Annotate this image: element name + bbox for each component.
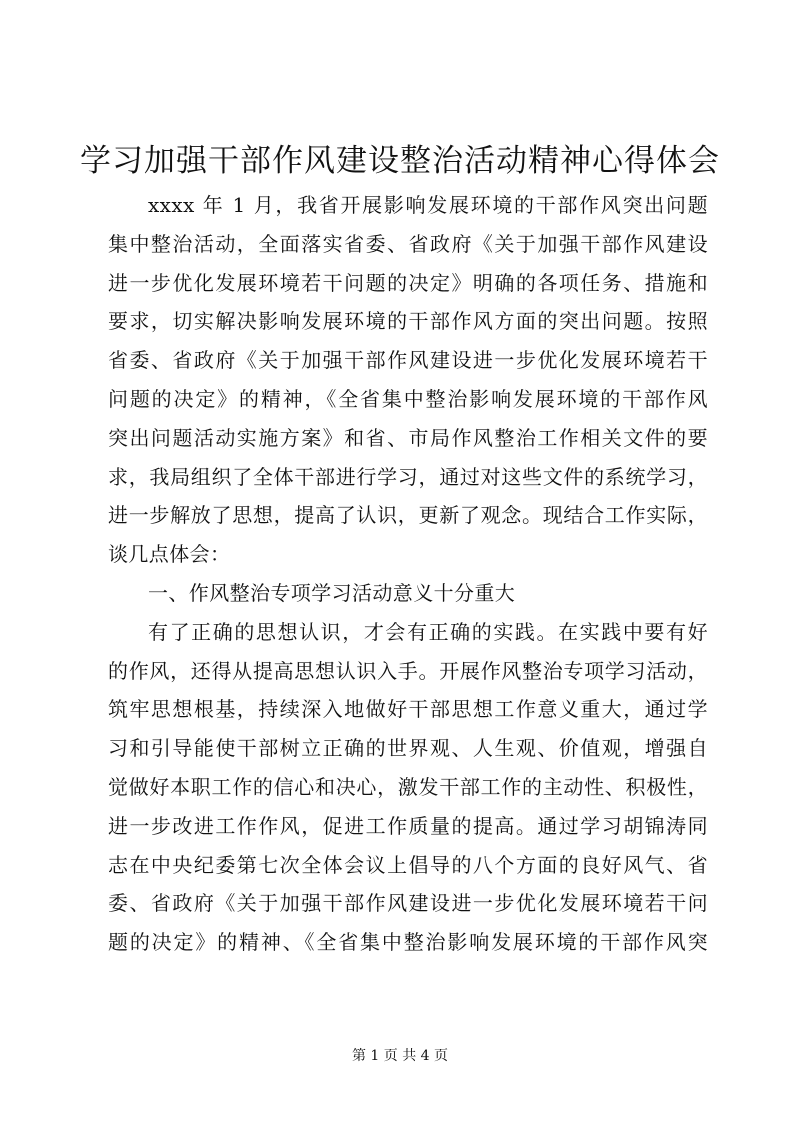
paragraph-line: 进一步解放了思想，提高了认识，更新了观念。现结合工作实际， — [108, 503, 708, 528]
paragraph-line: 谈几点体会： — [108, 542, 231, 567]
document-title: 学习加强干部作风建设整治活动精神心得体会 — [80, 143, 720, 179]
paragraph-line: 求，我局组织了全体干部进行学习，通过对这些文件的系统学习， — [108, 464, 708, 489]
paragraph-line: 省委、省政府《关于加强干部作风建设进一步优化发展环境若干 — [108, 348, 708, 373]
paragraph-line: 进一步优化发展环境若干问题的决定》明确的各项任务、措施和 — [108, 270, 708, 295]
paragraph-line: 突出问题活动实施方案》和省、市局作风整治工作相关文件的要 — [108, 425, 708, 450]
paragraph-line: 委、省政府《关于加强干部作风建设进一步优化发展环境若干问 — [108, 891, 708, 916]
paragraph-line: xxxx 年 1 月，我省开展影响发展环境的干部作风突出问题 — [148, 193, 708, 217]
paragraph-line: 习和引导能使干部树立正确的世界观、人生观、价值观，增强自 — [108, 736, 708, 761]
section-heading: 一、作风整治专项学习活动意义十分重大 — [148, 580, 516, 605]
paragraph-line: 志在中央纪委第七次全体会议上倡导的八个方面的良好风气、省 — [108, 852, 708, 877]
paragraph-line: 有了正确的思想认识，才会有正确的实践。在实践中要有好 — [148, 619, 708, 644]
paragraph-line: 筑牢思想根基，持续深入地做好干部思想工作意义重大，通过学 — [108, 697, 708, 722]
paragraph-line: 觉做好本职工作的信心和决心，激发干部工作的主动性、积极性， — [108, 774, 708, 799]
paragraph-line: 问题的决定》的精神，《全省集中整治影响发展环境的干部作风 — [108, 386, 708, 411]
paragraph-line: 进一步改进工作作风，促进工作质量的提高。通过学习胡锦涛同 — [108, 813, 708, 838]
page-indicator: 第 1 页 共 4 页 — [351, 1048, 449, 1064]
paragraph-line: 集中整治活动，全面落实省委、省政府《关于加强干部作风建设 — [108, 231, 708, 256]
paragraph-line: 题的决定》的精神、《全省集中整治影响发展环境的干部作风突 — [108, 930, 708, 955]
paragraph-line: 的作风，还得从提高思想认识入手。开展作风整治专项学习活动， — [108, 658, 708, 683]
paragraph-line: 要求，切实解决影响发展环境的干部作风方面的突出问题。按照 — [108, 309, 708, 334]
document-body — [108, 186, 708, 962]
